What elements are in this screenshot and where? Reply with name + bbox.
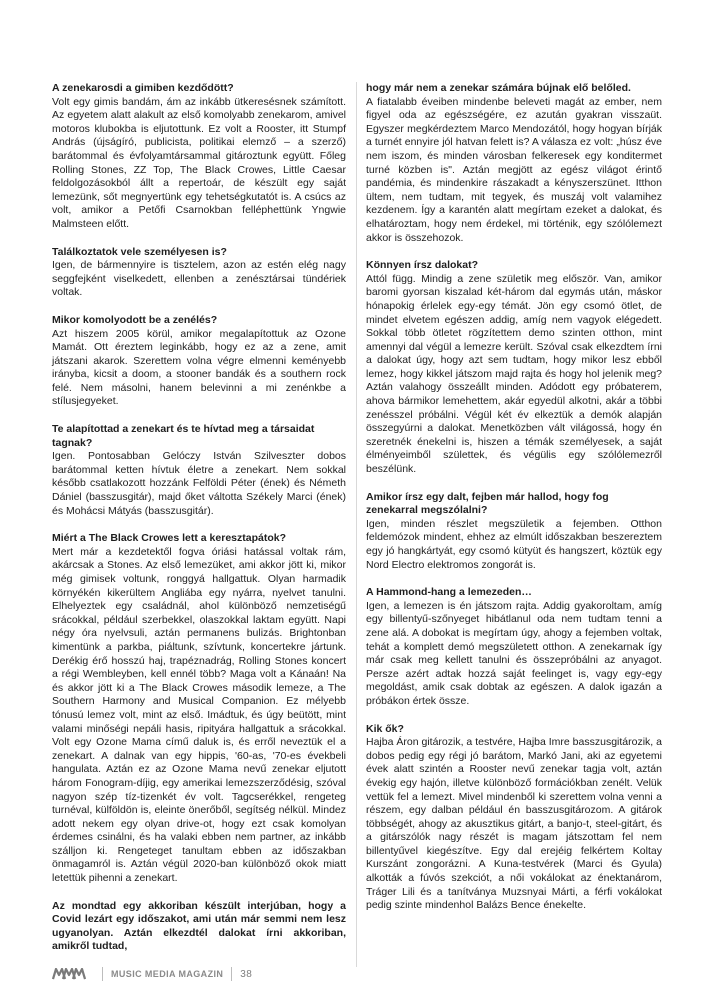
bold-question-start: Az mondtad egy akkoriban készült interjúban, hogy a Covid lezárt egy időszakot, ami után már semmi nem lesz ugyanolyan. Aztán elkezdtél dalokat írni akkoriban, amikről tudtad, xyxy=(52,899,346,953)
qa-block xyxy=(366,491,662,573)
right-column xyxy=(366,82,662,927)
answer: Hajba Áron gitározik, a testvére, Hajba Imre basszusgitározik, a dobos pedig egy régi jó barátom, Markó Jani, aki az egyetemi évek alatt szintén a Rooster nevű zenekar tagja volt, aztán évekig egy hajón, illetve különböző formációkban zenélt. Velük vettük fel a lemezt. Mivel mindenből ki szerettem volna venni a részem, egy dalban például én basszusgitározom. A gitárok többségét, ahogy az akusztikus gitárt, a banjo-t, steel-gitárt, és a gitárszólók nagy részét is magam játszottam fel nem billentyűvel kiegészítve. Egy dal erejéig felkértem Koltay Kurszánt zongorázni. A Kuna-testvérek (Marci és Gyula) alkották a fúvós szekciót, a női vokálokat az énektanárom, Tráger Lili és a tanítványa Muzsnyai Márti, a férfi vokálokat pedig szinte mindenhol Balázs Bence énekelte. xyxy=(366,736,662,912)
left-column xyxy=(52,82,346,968)
magazine-name: MUSIC MEDIA MAGAZIN xyxy=(111,969,224,979)
question: A Hammond-hang a lemezeden… xyxy=(366,586,532,599)
answer: Volt egy gimis bandám, ám az inkább ütkeresésnek számított. Az egyetem alatt alakult az első komolyabb zenekarom, amivel motoros klubokba is eljutottunk. Ez volt a Rooster, itt Stumpf András (újságíró, publicista, politikai elemző – a szerző) barátommal és évfolyamtársammal gitároztunk együtt. Főleg Rolling Stones, ZZ Top, The Black Crowes, Little Caesar feldolgozásokból állt a repertoár, de készült egy saját lemezünk, sőt megnyertünk egy tehetségkutatót is. A csúcs az volt, amikor a Petőfi Csarnokban felléphettünk Yngwie Malmsteen előtt. xyxy=(52,95,346,230)
qa-block xyxy=(366,723,662,913)
answer: A fiatalabb éveiben mindenbe beleveti magát az ember, nem figyel oda az egészségére, ez azután gyakran visszaüt. Egyszer megkérdeztem Marco Mendozától, hogy hogyan bírják a turnét ennyire jól hatvan felett is? A válasza ez volt: „húsz éve nem iszom, és minden városban felkeresek egy konditermet turné közben is". Aztán megjött az egész világot érintő pandémia, és mindenkire rászakadt a kényszerszünet. Itthon ültem, nem tudtam, mit tegyek, és muszáj volt valamihez kezdenem. Így a karantén alatt megírtam ezeket a dalokat, és elhatároztam, hogy nem érdekel, mi történik, egy szólólemezt akkor is összehozok. xyxy=(366,95,662,244)
qa-block xyxy=(52,532,346,885)
mmm-logo-icon xyxy=(52,968,86,980)
question: Miért a The Black Crowes lett a keresztapátok? xyxy=(52,532,286,545)
page-number: 38 xyxy=(240,968,253,980)
qa-block xyxy=(366,82,662,245)
question: Találkoztatok vele személyesen is? xyxy=(52,245,227,258)
qa-block xyxy=(366,259,662,477)
qa-block xyxy=(52,423,346,518)
answer: Igen, minden részlet megszületik a fejemben. Otthon feldemózok mindent, ehhez az elmúlt időszakban beszereztem egy jó hangkártyát, egy csomó kütyüt és hangszert, köztük egy Nord Electro elektromos zongorát is. xyxy=(366,517,662,571)
column-divider xyxy=(356,82,357,967)
question: Amikor írsz egy dalt, fejben már hallod, hogy fog zenekarral megszólalni? xyxy=(366,490,609,517)
bold-question-continuation: hogy már nem a zenekar számára bújnak elő belőled. xyxy=(366,82,631,94)
answer: Igen, de bármennyire is tisztelem, azon az estén elég nagy seggfejként viselkedett, ellenben a zenésztársai tündériek voltak. xyxy=(52,259,346,299)
answer: Azt hiszem 2005 körül, amikor megalapítottuk az Ozone Mamát. Ott éreztem leginkább, hogy ez az a zene, amit játszani akarok. Szerettem volna végre elmenni keményebb irányba, kicsit a doom, a stooner bandák és a southern rock felé. Nem másolni, hanem belevinni a mi zenénkbe a stílusjegyeket. xyxy=(52,327,346,408)
footer-divider xyxy=(231,967,232,981)
question: Mikor komolyodott be a zenélés? xyxy=(52,313,218,326)
footer-divider xyxy=(102,967,103,981)
answer: Igen, a lemezen is én játszom rajta. Addig gyakoroltam, amíg egy billentyű-szőnyeget hibátlanul oda nem tudtam tenni a zene alá. A dobokat is megírtam úgy, ahogy a fejemben voltak, tehát a komplett demó megszületett otthon. A zenekarnak így már csak meg kellett tanulni és összepróbálni az anyagot. Persze azért adtak hozzá saját feelinget is, vagy egy-egy megoldást, amik csak dobtak az egészen. A dalok igazán a próbákon értek össze. xyxy=(366,599,662,707)
answer: Igen. Pontosabban Gelóczy István Szilveszter dobos barátommal ketten hívtuk életre a zenekart. Nem sokkal később csatlakozott hozzánk Felföldi Péter (ének) és Németh Dániel (basszusgitár), majd őket váltotta Székely Marci (ének) és Mohácsi Mátyás (basszusgitár). xyxy=(52,450,346,517)
question: Te alapítottad a zenekart és te hívtad meg a társaidat tagnak? xyxy=(52,423,315,449)
page-footer xyxy=(52,964,252,984)
question: Könnyen írsz dalokat? xyxy=(366,259,479,272)
qa-block-continued xyxy=(52,900,346,954)
answer: Mert már a kezdetektől fogva óriási hatással voltak rám, akárcsak a Stones. Az első lemezüket, ami akkor jött ki, mikor még gimisek voltunk, ronggyá hallgattuk. Olyan harmadik környékén kikerültem Angliába egy nyárra, nyelvet tanulni. Elhelyeztek egy családnál, ahol különböző nemzetiségű srácokkal, például szerbekkel, olaszokkal laktam együtt. Napi négy óra nyelvsuli, aztán permanens bulizás. Brightonban kimentünk a parkba, piáltunk, szívtunk, koncertekre jártunk. Derékig érő hosszú haj, trapéznadrág, Rolling Stones koncert a régi Wembleyben, kell ennél több? Maga volt a Kánaán! Na és akkor jött ki a The Black Crowes második lemeze, a The Southern Harmony and Musical Companion. Ez mélyebb tónusú lemez volt, mint az első. Imádtuk, és úgy beütött, mint valami minőségi nepáli hasis, ripityára hallgattuk a srácokkal. Volt egy Ozone Mama című daluk is, és erről neveztük el a zenekart. A dalnak van egy hippis, '60-as, '70-es évekbeli hangulata. Aztán ez az Ozone Mama nevű zenekar eljutott három Fonogram-díjig, egy amerikai lemezszerződésig, szóval nagyon szép tíz-tizenkét év volt. Tagcserékkel, rengeteg turnéval, külföldön is, eleinte önerőből, segítség nélkül. Mindez adott nekem egy olyan drive-ot, hogy ezt csak komolyan érdemes csinálni, és ha valaki ebben nem partner, az inkább szálljon ki. Rengeteget tanultam ebben az időszakban önmagamról is. Aztán végül 2020-ban különböző okok miatt letettük pihenni a zenekart. xyxy=(52,545,346,885)
qa-block xyxy=(52,314,346,409)
question: Kik ők? xyxy=(366,722,404,735)
answer: Attól függ. Mindig a zene születik meg először. Van, amikor baromi gyorsan kiszalad két-három dal egymás után, máskor hónapokig érlelek egy-egy témát. Jön egy csomó ötlet, de mindet elvetem egészen addig, amíg nem vagyok elégedett. Sokkal több ötletet rögzítettem demo szinten otthon, mint amennyi dal végül a lemezre került. Szóval csak elkezdtem írni a dalokat úgy, hogy azt sem tudtam, hogy mikor lesz ebből lemez, hogy kikkel játszom majd rajta és hogy hol jelenik meg? Aztán valahogy összeállt minden. Adódott egy próbaterem, ahova bármikor lemehettem, akár egyedül alkotni, akár a többi zenésszel próbálni. Végül két év elkeztük a demók alapján összegyúrni a dalokat. Menetközben vált világossá, hogy én szeretnék énekelni is, hiszen a témák személyesek, a saját élményeimből születtek, és végülis egy szólólemezről beszélünk. xyxy=(366,272,662,476)
qa-block xyxy=(52,82,346,232)
question: A zenekarosdi a gimiben kezdődött? xyxy=(52,82,234,94)
qa-block xyxy=(52,246,346,300)
qa-block xyxy=(366,586,662,708)
